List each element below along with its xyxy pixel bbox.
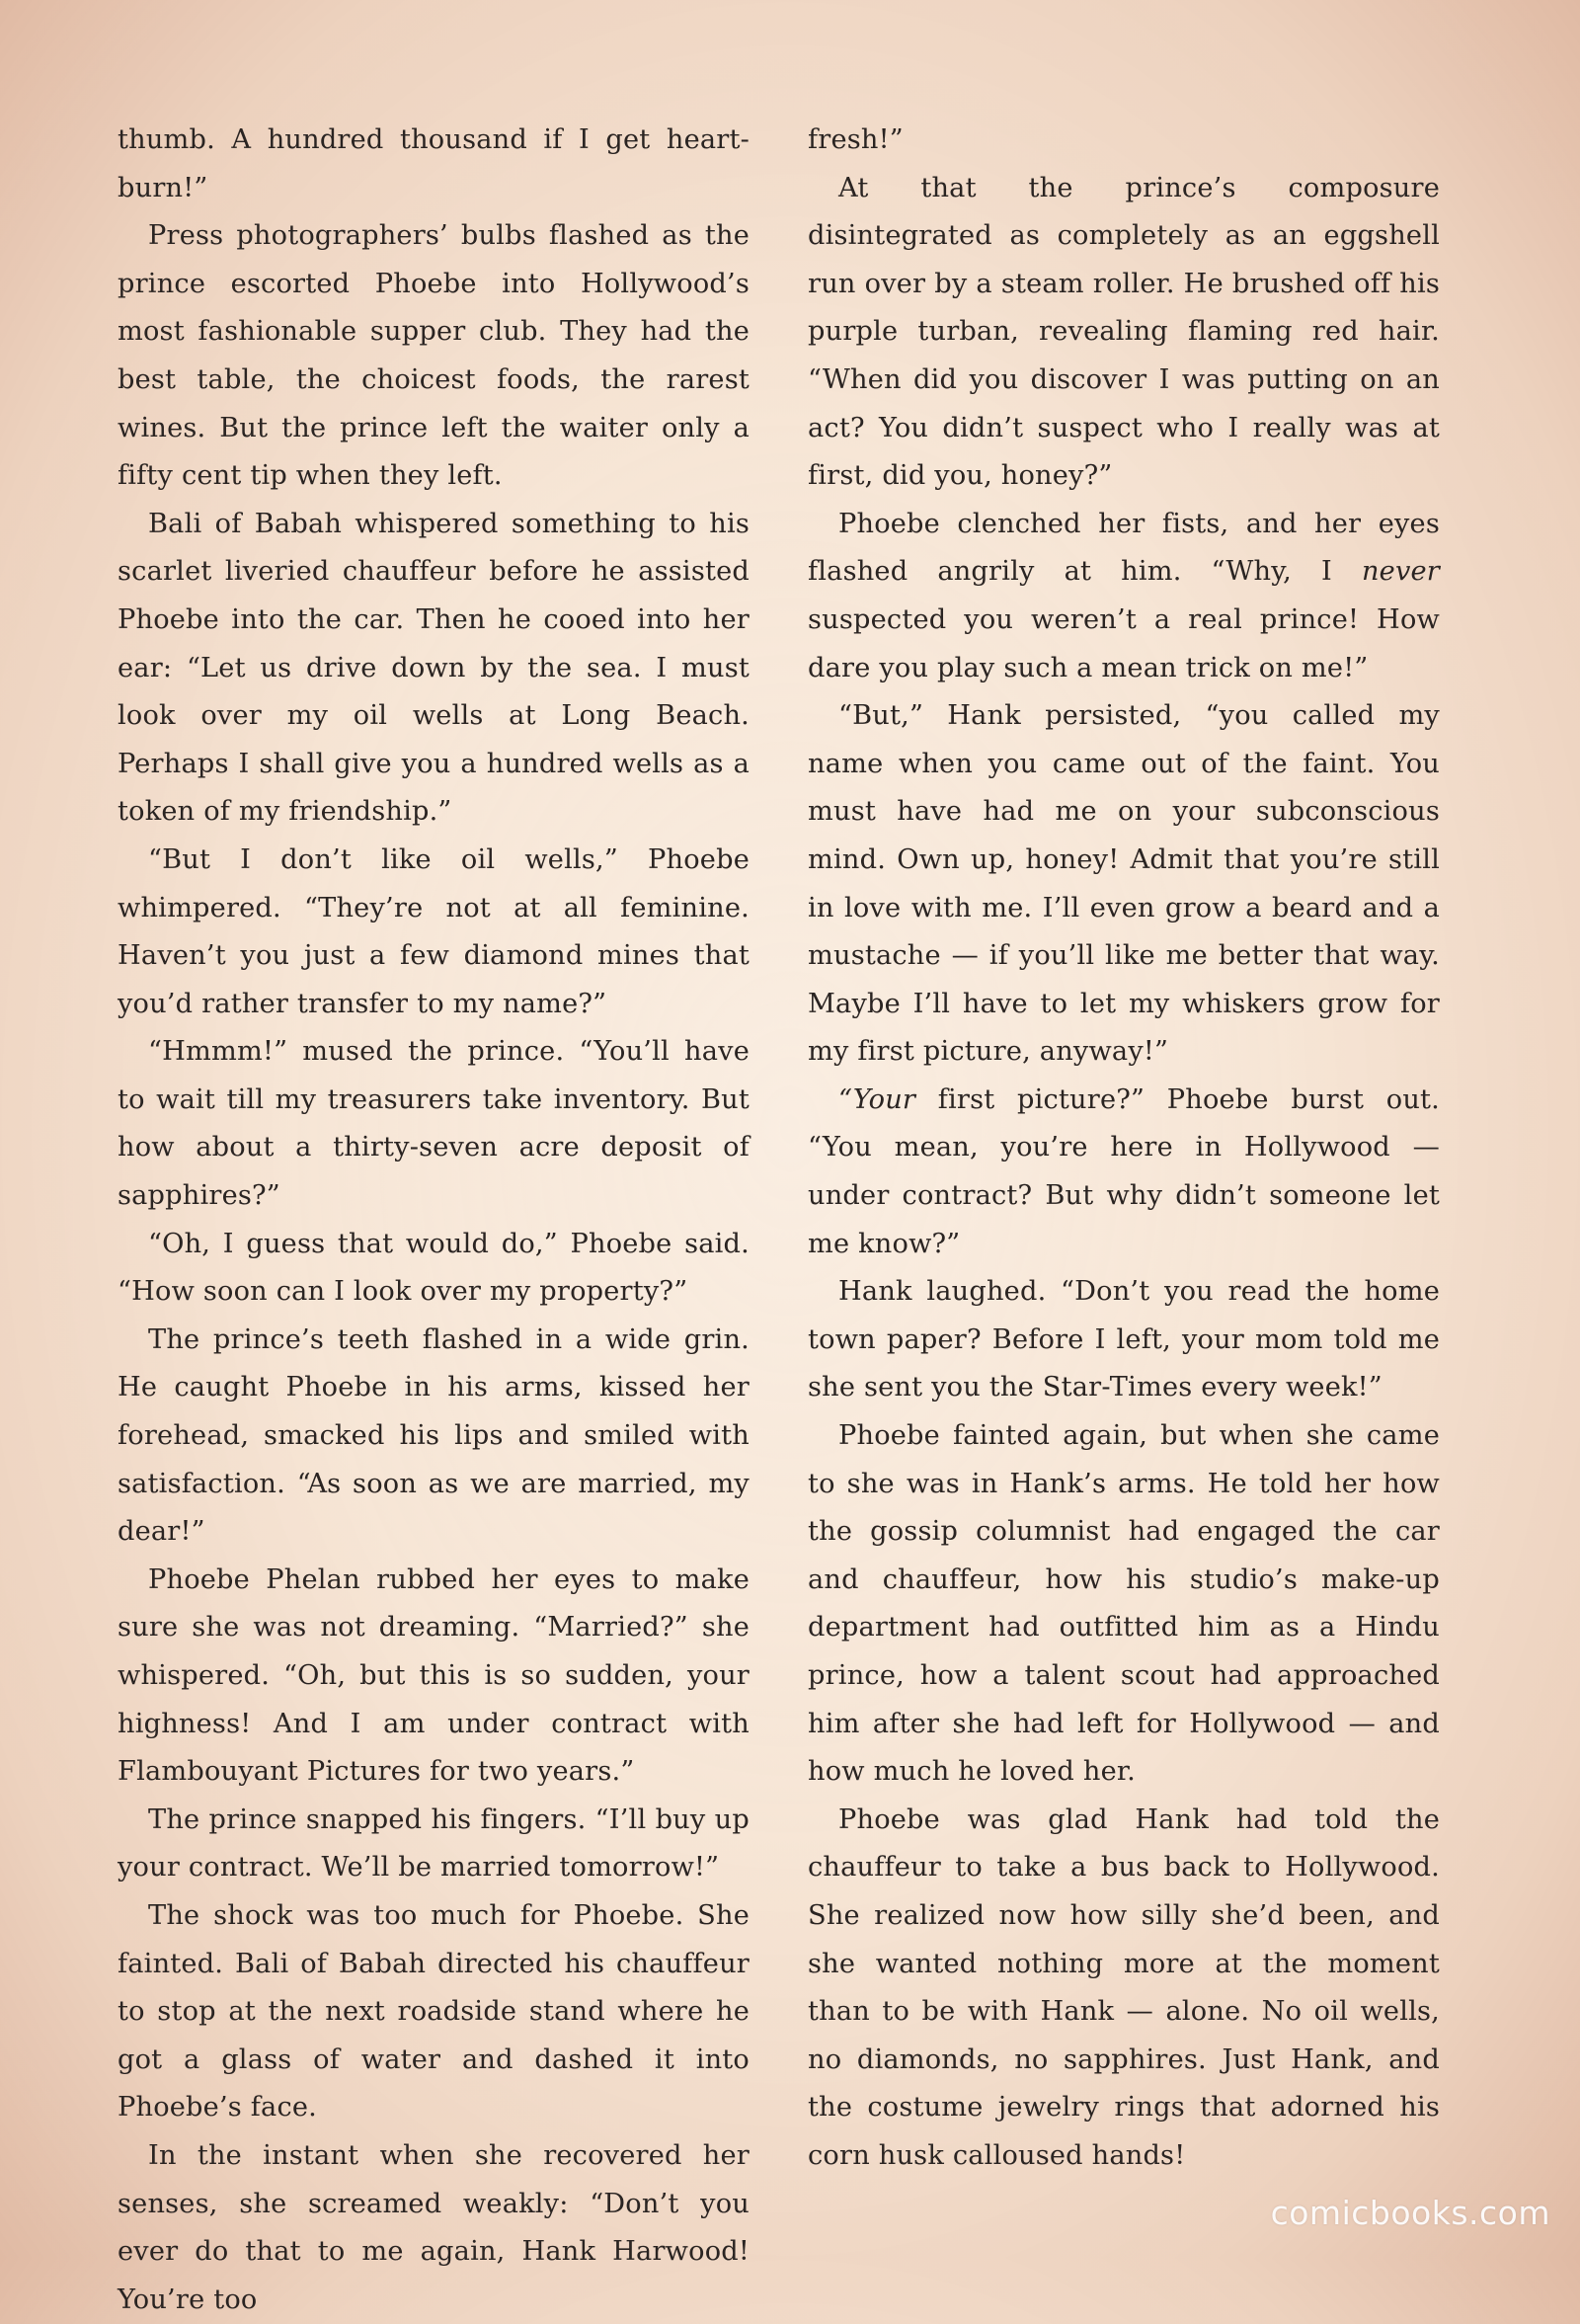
paragraph: The prince’s teeth flashed in a wide grin. He caught Phoebe in his arms, kissed her forehead, smacked his lips and smiled with satisfaction. “As soon as we are married, my dear!” — [118, 1323, 750, 1548]
paragraph: Bali of Babah whispered something to his scarlet liveried chauffeur before he assisted Phoebe into the car. Then he cooed into her ear: “Let us drive down by the sea. I must look over my oil wells at Long Beach. Perhaps I shall give you a hundred wells as a token of my friendship.” — [118, 508, 750, 828]
paragraph: Press photographers’ bulbs flashed as the prince escorted Phoebe into Hollywood’s most fashionable supper club. They had the best table, the choicest foods, the rarest wines. But the prince left the waiter only a fifty cent tip when they left. — [118, 220, 750, 492]
text-run: first picture?” Phoebe burst out. “You mean, you’re here in Hollywood — under contract? But why didn’t someone let me know?” — [808, 1083, 1440, 1259]
paragraph — [808, 501, 1440, 692]
paragraph: Hank laughed. “Don’t you read the home town paper? Before I left, your mom told me she sent you the Star-Times every week!” — [808, 1276, 1440, 1403]
paragraph: “But I don’t like oil wells,” Phoebe whimpered. “They’re not at all feminine. Haven’t you just a few diamond mines that you’d rather transfer to my name?” — [118, 843, 750, 1019]
paragraph: thumb. A hundred thousand if I get heart-burn!” — [118, 124, 750, 203]
right-text-column — [808, 117, 1440, 2181]
paragraph: fresh!” — [808, 124, 904, 155]
paragraph: The shock was too much for Phoebe. She fainted. Bali of Babah directed his chauffeur to stop at the next roadside stand where he got a glass of water and dashed it into Phoebe’s face. — [118, 1899, 750, 2124]
paragraph: At that the prince’s composure disintegrated as completely as an eggshell run over by a steam roller. He brushed off his purple turban, revealing flaming red hair. “When did you discover I was putting on an act? You didn’t suspect who I really was at first, did you, honey?” — [808, 172, 1440, 492]
paragraph: The prince snapped his fingers. “I’ll buy up your contract. We’ll be married tomorrow!” — [118, 1803, 750, 1883]
watermark: comicbooks.com — [1270, 2194, 1550, 2232]
paragraph: Phoebe fainted again, but when she came to she was in Hank’s arms. He told her how the gossip columnist had engaged the car and chauffeur, how his studio’s make-up department had outfitted him as a Hindu prince, how a talent scout had approached him after she had left for Hollywood — and how much he loved her. — [808, 1420, 1440, 1788]
emphasis-text: never — [1361, 556, 1440, 588]
left-text-column — [118, 117, 750, 2324]
paragraph: “Oh, I guess that would do,” Phoebe said. “How soon can I look over my property?” — [118, 1228, 750, 1308]
paragraph: “Hmmm!” mused the prince. “You’ll have to wait till my treasurers take inventory. But how about a thirty-seven acre deposit of sapphires?” — [118, 1036, 750, 1212]
paragraph: In the instant when she recovered her senses, she screamed weakly: “Don’t you ever do that to me again, Hank Harwood! You’re too — [118, 2139, 750, 2315]
paragraph: “But,” Hank persisted, “you called my name when you came out of the faint. You must have had me on your subconscious mind. Own up, honey! Admit that you’re still in love with me. I’ll even grow a beard and a mustache — if you’ll like me better that way. Maybe I’ll have to let my whiskers grow for my first picture, anyway!” — [808, 700, 1440, 1068]
emphasis-text: “Your — [838, 1083, 916, 1115]
paragraph — [808, 1077, 1440, 1268]
text-run: Phoebe clenched her fists, and her eyes flashed angrily at him. “Why, I — [808, 508, 1440, 588]
paragraph: Phoebe was glad Hank had told the chauffeur to take a bus back to Hollywood. She realized now how silly she’d been, and she wanted nothing more at the moment than to be with Hank — alone. No oil wells, no diamonds, no sapphires. Just Hank, and the costume jewelry rings that adorned his corn husk calloused hands! — [808, 1803, 1440, 2171]
paragraph: Phoebe Phelan rubbed her eyes to make sure she was not dreaming. “Married?” she whispered. “Oh, but this is so sudden, your highness! And I am under contract with Flambouyant Pictures for two years.” — [118, 1563, 750, 1788]
text-run: suspected you weren’t a real prince! How dare you play such a mean trick on me!” — [808, 603, 1440, 683]
